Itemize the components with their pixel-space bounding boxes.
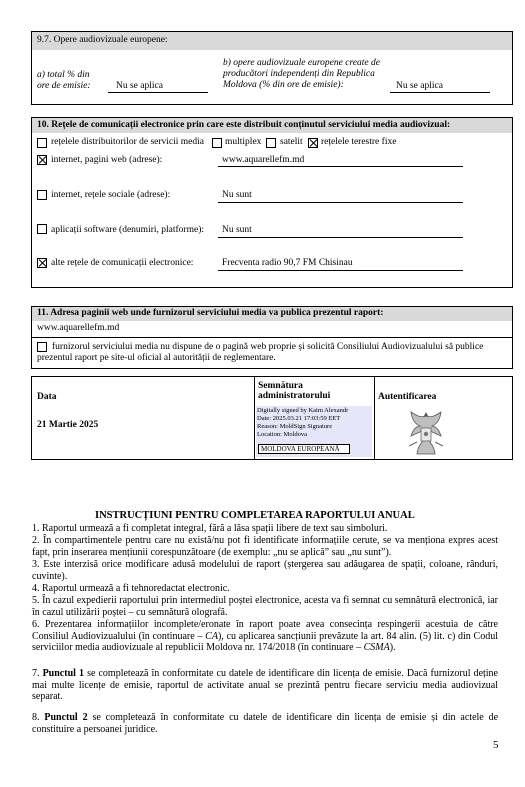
instruction-8-number: 8. [32,712,45,723]
digital-signature-line-2: Date: 2025.03.21 17:03:59 EET [257,415,341,422]
label-multiplex: multiplex [225,137,262,147]
s97-b-underline [390,92,490,93]
abbr-ca: CA [205,630,218,642]
checkbox-internet-web[interactable] [37,155,47,165]
s11-note-line1: furnizorul serviciului media nu dispune de o pagină web proprie și solicită Consiliului Audiovizualului să publice [52,342,484,352]
underline-other-networks [218,270,463,271]
section-11-header [32,307,512,321]
instruction-8-bold: Punctul 2 [44,712,88,723]
instruction-5: 5. În cazul expedierii raportului prin intermediul poștei electronice, acesta va fi semnat cu semnătură electronică, iar în cazul utilizării poștei – cu semnătură olografă. [32,595,498,618]
s97-a-value: Nu se aplica [116,81,163,91]
instruction-7-number: 7. [32,668,43,679]
date-label: Data [37,392,57,402]
instruction-4: 4. Raportul urmează a fi tehnoredactat electronic. [32,583,230,594]
label-distributors: rețelele distribuitorilor de servicii media [51,137,205,147]
value-social-networks: Nu sunt [222,190,252,200]
s97-b-label-3: Moldova (% din ore de emisie): [223,80,344,90]
checkbox-software-apps[interactable] [37,224,47,234]
s97-a-label-1: a) total % din [37,70,90,80]
label-terrestrial-fixed: rețelele terestre fixe [321,137,397,147]
instruction-1: 1. Raportul urmează a fi completat integral, fără a lăsa spații libere de text sau simboluri. [32,523,388,534]
instruction-3: 3. Este interzisă orice modificare adusă modelului de raport (ștergerea sau adăugarea de spații, coloane, rânduri, cuvinte). [32,559,498,582]
digital-signature-block [256,406,372,457]
checkbox-other-networks[interactable] [37,258,47,268]
instruction-6-part-1: 6. Prezentarea informațiilor incomplete/eronate în raport poate avea consecința respingerii acestuia de către Consiliul Audiovizualului (în continuare – [32,619,498,642]
digital-signature-line-3: Reason: MoldSign Signature [257,423,333,430]
coat-of-arms-icon [403,406,449,458]
instruction-7-bold: Punctul 1 [42,668,84,679]
s97-b-label-1: b) opere audiovizuale europene create de [223,58,380,68]
instruction-6-part-2: ), cu aplicarea sancțiunii prevăzute la art. 84 alin. (5) lit. c) din Codul serviciilor media audiovizuale al republicii Moldova nr. 174/2018 (în continuare – [32,630,498,654]
checkbox-terrestrial-fixed[interactable] [308,138,318,148]
date-value: 21 Martie 2025 [37,420,99,430]
abbr-csma: CSMA [363,642,390,654]
value-internet-web: www.aquarellefm.md [222,155,305,165]
section-10-title: 10. Rețele de comunicații electronice prin care este distribuit conținutul serviciului media audiovizual: [37,120,451,130]
label-satellite: satelit [280,137,303,147]
section-9-7-header [32,32,512,50]
s11-note-line2: prezentul raport pe site-ul oficial al autorității de reglementare. [37,353,276,363]
label-social-networks: internet, rețele sociale (adrese): [51,190,171,200]
underline-software-apps [218,237,463,238]
s97-b-value: Nu se aplica [396,81,443,91]
s97-a-label-2: ore de emisie: [37,81,91,91]
underline-internet-web [218,166,463,167]
instruction-2: 2. În compartimentele pentru care nu există/nu pot fi identificate informațiile cerute, se va menționa expres acest fapt, prin inserarea mențiunii corespunzătoare (de exemplu: „nu se aplică” sau „nu sunt”). [32,535,498,558]
authentication-label: Autentificarea [378,392,437,402]
instruction-6-part-3: ). [389,642,396,654]
digital-signature-line-1: Digitally signed by Kaim Alexandr [257,407,349,414]
s97-a-underline [108,92,208,93]
instruction-8-text: se completează în conformitate cu datele de identificare din licența de emisie și din actele de constituire a persoanei juridice. [32,712,499,735]
signature-label-2: administratorului [258,391,331,401]
signature-label-1: Semnătura [258,381,303,391]
underline-social-networks [218,202,463,203]
section-11-title: 11. Adresa paginii web unde furnizorul serviciului media va publica prezentul raport: [37,308,384,318]
instruction-8 [32,712,498,735]
section-9-7-title: 9.7. Opere audiovizuale europene: [37,35,168,45]
instructions-title: INSTRUCȚIUNI PENTRU COMPLETAREA RAPORTULUI ANUAL [95,510,415,521]
s11-divider [32,337,512,338]
checkbox-distributors[interactable] [37,138,47,148]
label-software-apps: aplicații software (denumiri, platforme): [51,225,204,235]
label-internet-web: internet, pagini web (adrese): [51,155,163,165]
digital-signature-line-4: Location: Moldova [257,431,308,438]
sign-col-divider-1 [254,377,255,459]
value-software-apps: Nu sunt [222,225,252,235]
checkbox-satellite[interactable] [266,138,276,148]
s11-url: www.aquarellefm.md [37,323,120,333]
s97-b-label-2: producători independenți din Republica [223,69,375,79]
checkbox-social-networks[interactable] [37,190,47,200]
value-other-networks: Frecventa radio 90,7 FM Chisinau [222,258,353,268]
section-10-header [32,118,512,133]
sign-col-divider-2 [374,377,375,459]
checkbox-multiplex[interactable] [212,138,222,148]
label-other-networks: alte rețele de comunicații electronice: [51,258,194,268]
instruction-7-text: se completează în conformitate cu datele de identificare din licența de emisie. Dacă furnizorul deține mai multe licențe de emisie, raportul de activitate anual se prezintă pentru fiecare serviciu media audiovizual separat. [32,668,498,703]
stamp-label: MOLDOVA EUROPEANĂ [261,445,340,453]
checkbox-no-website[interactable] [37,342,47,352]
instruction-7 [32,668,498,703]
instruction-6 [32,619,498,654]
page-number: 5 [493,739,499,751]
stamp-label-box [258,444,350,454]
